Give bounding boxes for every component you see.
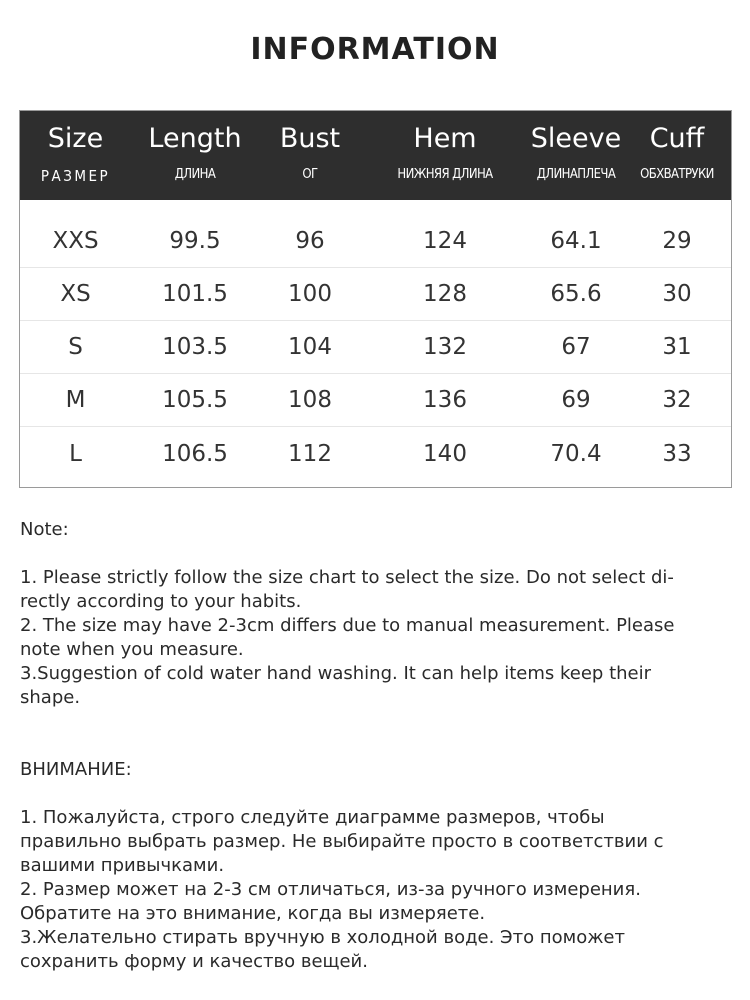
- cell-bust: 96: [295, 228, 325, 254]
- header-sublabel: ДЛИНАПЛЕЧА: [536, 167, 616, 182]
- header-sublabel: ОГ: [302, 167, 318, 182]
- cell-size: M: [65, 387, 86, 413]
- note-line: 3.Suggestion of cold water hand washing. It can help items keep their: [20, 663, 652, 684]
- table-row: [20, 215, 731, 268]
- header-sublabel: ОБХВАТРУКИ: [640, 167, 714, 182]
- note-line-ru: правильно выбрать размер. Не выбирайте просто в соответствии с: [20, 831, 664, 852]
- note-line-ru: 2. Размер может на 2-3 см отличаться, из-за ручного измерения.: [20, 879, 641, 900]
- table-row: [20, 321, 731, 374]
- cell-hem: 124: [423, 228, 467, 254]
- cell-size: L: [69, 440, 82, 467]
- spacer: [20, 782, 720, 806]
- header-hem: [361, 111, 529, 200]
- cell-cuff: 30: [662, 281, 692, 307]
- note-line: 2. The size may have 2-3cm differs due to manual measurement. Please: [20, 615, 675, 636]
- table-body: [20, 200, 731, 480]
- note-line-ru: 1. Пожалуйста, строго следуйте диаграмме размеров, чтобы: [20, 807, 605, 828]
- note-line: 1. Please strictly follow the size chart to select the size. Do not select di-: [20, 567, 674, 588]
- note-line: rectly according to your habits.: [20, 591, 302, 612]
- header-label: Bust: [279, 123, 341, 154]
- cell-cuff: 31: [662, 334, 692, 360]
- cell-size: S: [68, 334, 83, 360]
- header-label: Hem: [413, 123, 477, 154]
- table-row: [20, 374, 731, 427]
- cell-sleeve: 70.4: [550, 440, 602, 467]
- header-sublabel: РАЗМЕР: [40, 167, 111, 185]
- cell-hem: 132: [423, 334, 467, 360]
- cell-hem: 128: [423, 281, 467, 307]
- note-line: shape.: [20, 687, 81, 708]
- cell-cuff: 33: [662, 440, 692, 467]
- page-title: INFORMATION: [250, 32, 500, 67]
- cell-bust: 108: [288, 387, 332, 413]
- table-row: [20, 268, 731, 321]
- header-label: Length: [148, 123, 242, 154]
- size-chart-table: [19, 110, 732, 488]
- cell-length: 105.5: [162, 387, 228, 413]
- spacer: [20, 710, 720, 734]
- notes-heading-en: Note:: [20, 519, 69, 540]
- spacer: [20, 734, 720, 758]
- cell-bust: 112: [288, 440, 332, 467]
- cell-size: XXS: [52, 228, 99, 254]
- note-line-ru: сохранить форму и качество вещей.: [20, 951, 368, 972]
- table-header: [20, 111, 731, 200]
- cell-hem: 136: [423, 387, 467, 413]
- header-cuff: [623, 111, 731, 200]
- note-line-ru: 3.Желательно стирать вручную в холодной воде. Это поможет: [20, 927, 625, 948]
- cell-sleeve: 69: [561, 387, 591, 413]
- header-size: [20, 111, 131, 200]
- header-sublabel: ДЛИНА: [174, 167, 216, 182]
- cell-bust: 104: [288, 334, 332, 360]
- header-label: Cuff: [649, 123, 705, 154]
- header-bust: [259, 111, 361, 200]
- note-line: note when you measure.: [20, 639, 244, 660]
- cell-length: 103.5: [162, 334, 228, 360]
- header-sleeve: [529, 111, 623, 200]
- cell-length: 106.5: [162, 440, 228, 467]
- cell-bust: 100: [288, 281, 332, 307]
- cell-cuff: 32: [662, 387, 692, 413]
- header-sublabel: НИЖНЯЯ ДЛИНА: [397, 167, 493, 182]
- cell-length: 101.5: [162, 281, 228, 307]
- spacer: [20, 542, 720, 566]
- cell-sleeve: 64.1: [550, 228, 602, 254]
- cell-size: XS: [60, 281, 91, 307]
- notes-heading-ru: ВНИМАНИЕ:: [20, 759, 132, 780]
- header-label: Sleeve: [530, 123, 622, 154]
- notes-section: [20, 518, 720, 974]
- cell-cuff: 29: [662, 228, 692, 254]
- cell-sleeve: 67: [561, 334, 591, 360]
- table-row: [20, 427, 731, 480]
- note-line-ru: вашими привычками.: [20, 855, 225, 876]
- cell-length: 99.5: [169, 228, 221, 254]
- cell-hem: 140: [423, 440, 467, 467]
- header-label: Size: [47, 123, 104, 154]
- note-line-ru: Обратите на это внимание, когда вы измеряете.: [20, 903, 486, 924]
- cell-sleeve: 65.6: [550, 281, 602, 307]
- header-length: [131, 111, 259, 200]
